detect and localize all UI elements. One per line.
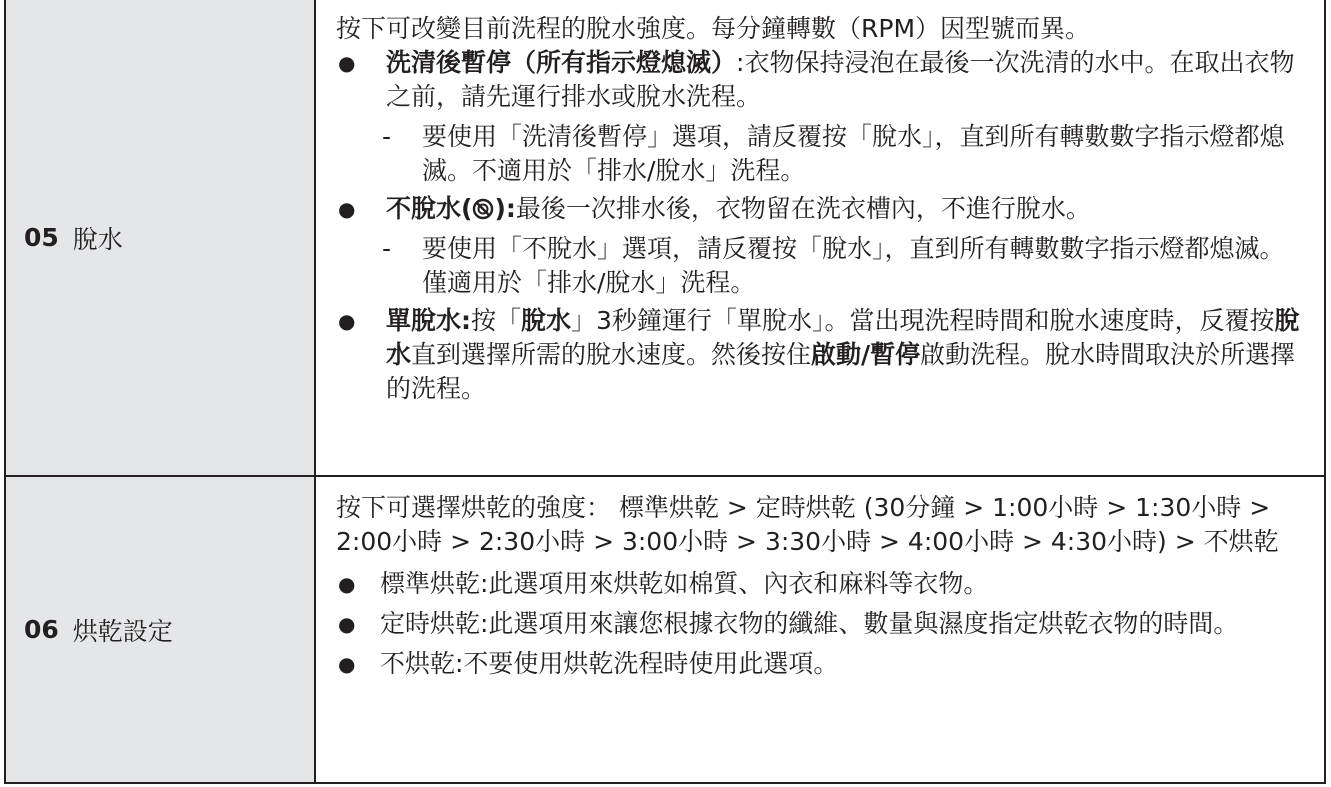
sub-item-text: 要使用「不脫水」選項，請反覆按「脫水」，直到所有轉數數字指示燈都熄滅。僅適用於「排水/脫水」洗程。 — [422, 234, 1285, 297]
row-intro: 按下可改變目前洗程的脫水強度。每分鐘轉數（RPM）因型號而異。 — [336, 14, 1091, 43]
bullet-icon: ● — [338, 652, 356, 676]
item-text: 不烘乾:不要使用烘乾洗程時使用此選項。 — [380, 649, 839, 678]
bullet-icon: ● — [338, 612, 356, 636]
dash-icon: - — [382, 122, 392, 151]
item-text: 最後一次排水後，衣物留在洗衣槽內，不進行脫水。 — [515, 194, 1091, 223]
item-text: :衣物保持浸泡在最後一次洗清的水中。在取出衣物之前，請先運行排水或脫水洗程。 — [386, 48, 1295, 111]
row-description-cell — [316, 477, 1324, 782]
item-title: 單脫水: — [386, 306, 471, 335]
list-item — [336, 46, 1304, 114]
list-item — [336, 567, 1304, 601]
table-row-dry-setting — [4, 477, 1326, 784]
list-item — [336, 607, 1304, 641]
bullet-icon: ● — [338, 309, 356, 333]
list-item — [336, 192, 1304, 226]
item-title-suffix: ): — [494, 194, 516, 223]
sub-item-text: 要使用「洗清後暫停」選項，請反覆按「脫水」，直到所有轉數數字指示燈都熄滅。不適用於「排水/脫水」洗程。 — [422, 122, 1285, 185]
settings-table — [4, 0, 1326, 784]
bullet-icon: ● — [338, 51, 356, 75]
row-label: 烘乾設定 — [72, 616, 173, 646]
row-intro: 按下可選擇烘乾的強度： 標準烘乾 > 定時烘乾 (30分鐘 > 1:00小時 > 1:30小時 > 2:00小時 > 2:30小時 > 3:00小時 > 3:30小時 > 4:00小時 > 4:30小時) > 不烘乾 — [336, 493, 1279, 556]
row-key-cell — [6, 477, 316, 782]
item-text: 定時烘乾:此選項用來讓您根據衣物的纖維、數量與濕度指定烘乾衣物的時間。 — [380, 609, 1239, 638]
row-number: 05 — [24, 223, 59, 252]
bullet-icon: ● — [338, 197, 356, 221]
row-description-cell — [316, 0, 1324, 475]
sub-list-item — [336, 120, 1304, 188]
row-label: 脫水 — [72, 224, 123, 254]
no-spin-icon — [472, 198, 494, 220]
row-number: 06 — [24, 615, 59, 644]
dash-icon: - — [382, 234, 392, 263]
item-title: 不脫水( — [386, 194, 473, 223]
row-key-cell — [6, 0, 316, 475]
table-row-spin — [4, 0, 1326, 477]
item-text: 標準烘乾:此選項用來烘乾如棉質、內衣和麻料等衣物。 — [380, 569, 989, 598]
list-item: ● 單脫水:按「脫水」3秒鐘運行「單脫水」。當出現洗程時間和脫水速度時，反覆按脫水直到選擇所需的脫水速度。然後按住啟動/暫停啟動洗程。脫水時間取決於所選擇的洗程。 — [336, 304, 1304, 406]
sub-list-item — [336, 232, 1304, 300]
bullet-icon: ● — [338, 572, 356, 596]
item-title: 洗清後暫停（所有指示燈熄滅） — [386, 48, 737, 77]
list-item — [336, 647, 1304, 681]
